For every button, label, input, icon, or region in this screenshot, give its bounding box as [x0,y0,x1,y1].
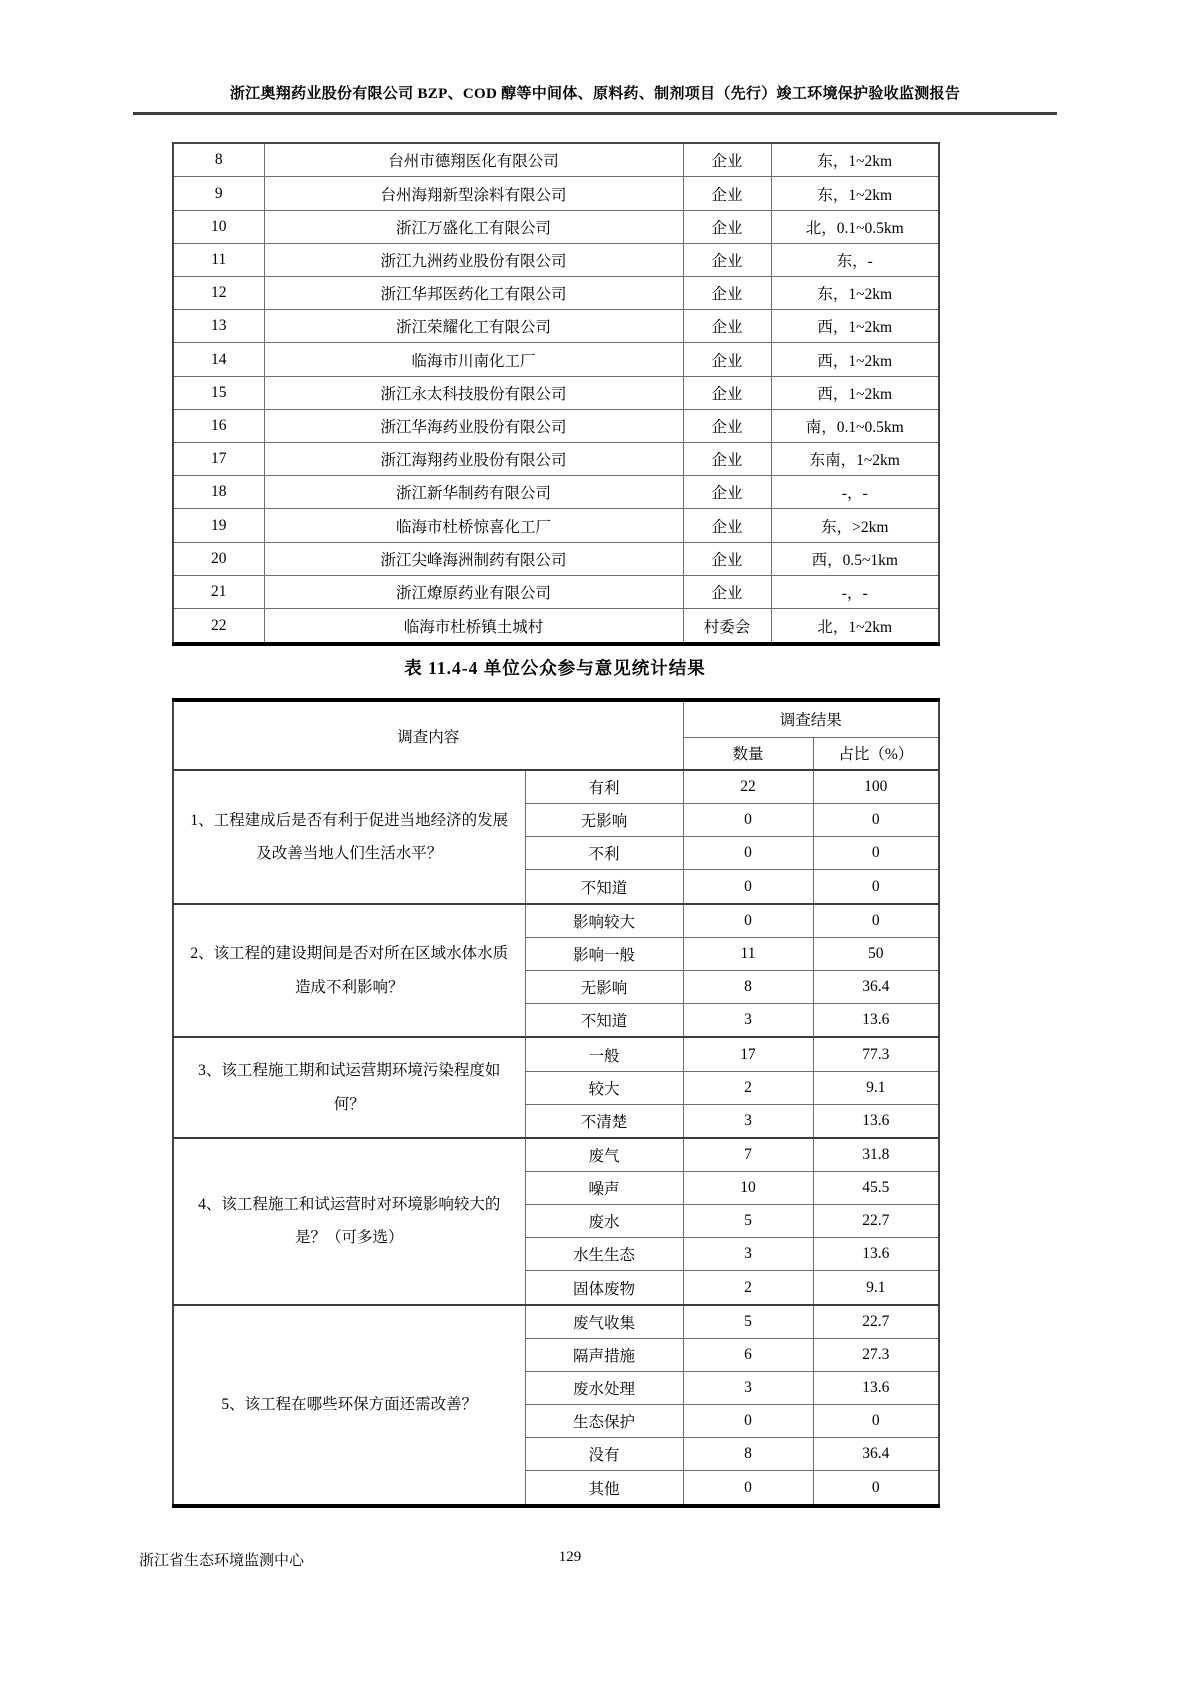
table-row [173,575,939,608]
count-cell: 0 [683,904,813,938]
option-cell: 不清楚 [525,1104,683,1138]
cell-location: 北，0.1~0.5km [771,210,939,243]
option-cell: 水生生态 [525,1238,683,1271]
option-cell: 无影响 [525,804,683,837]
cell-name: 浙江尖峰海洲制药有限公司 [264,542,683,575]
count-cell: 5 [683,1205,813,1238]
cell-location: 北，1~2km [771,609,939,644]
cell-no: 15 [173,376,264,409]
count-cell: 10 [683,1172,813,1205]
table-row [173,476,939,509]
cell-type: 企业 [683,177,771,210]
col-header-result: 调查结果 [683,700,939,737]
cell-no: 22 [173,609,264,644]
cell-type: 企业 [683,210,771,243]
option-cell: 无影响 [525,971,683,1004]
percent-cell: 45.5 [813,1172,939,1205]
percent-cell: 27.3 [813,1339,939,1372]
percent-cell: 22.7 [813,1305,939,1339]
header-rule [133,112,1057,115]
table-row [173,277,939,310]
count-cell: 2 [683,1071,813,1104]
option-cell: 影响较大 [525,904,683,938]
cell-name: 浙江海翔药业股份有限公司 [264,443,683,476]
cell-location: 东，1~2km [771,177,939,210]
percent-cell: 0 [813,1405,939,1438]
cell-no: 14 [173,343,264,376]
count-cell: 8 [683,1438,813,1471]
cell-location: -，- [771,575,939,608]
col-header-content: 调查内容 [173,700,683,770]
count-cell: 11 [683,937,813,970]
option-cell: 没有 [525,1438,683,1471]
cell-name: 临海市川南化工厂 [264,343,683,376]
cell-type: 企业 [683,277,771,310]
percent-cell: 36.4 [813,1438,939,1471]
option-cell: 一般 [525,1037,683,1071]
count-cell: 0 [683,1405,813,1438]
question-cell: 1、工程建成后是否有利于促进当地经济的发展及改善当地人们生活水平？ [173,770,525,904]
cell-name: 临海市杜桥镇土城村 [264,609,683,644]
option-cell: 废水处理 [525,1372,683,1405]
cell-type: 企业 [683,310,771,343]
option-cell: 其他 [525,1471,683,1506]
count-cell: 3 [683,1104,813,1138]
cell-no: 16 [173,409,264,442]
cell-type: 企业 [683,376,771,409]
cell-name: 浙江新华制药有限公司 [264,476,683,509]
question-cell: 4、该工程施工和试运营时对环境影响较大的是？（可多选） [173,1138,525,1305]
table-row [173,376,939,409]
cell-name: 浙江华海药业股份有限公司 [264,409,683,442]
table-row [173,177,939,210]
percent-cell: 13.6 [813,1004,939,1038]
question-cell: 5、该工程在哪些环保方面还需改善？ [173,1305,525,1506]
table-row [173,542,939,575]
table-row [173,310,939,343]
cell-location: 东，>2km [771,509,939,542]
percent-cell: 0 [813,1471,939,1506]
cell-location: -，- [771,476,939,509]
count-cell: 0 [683,837,813,870]
table-row [173,210,939,243]
cell-name: 台州海翔新型涂料有限公司 [264,177,683,210]
footer-organization: 浙江省生态环境监测中心 [139,1553,305,1569]
cell-name: 浙江华邦医药化工有限公司 [264,277,683,310]
option-cell: 较大 [525,1071,683,1104]
cell-no: 19 [173,509,264,542]
cell-name: 台州市德翔医化有限公司 [264,143,683,177]
table-row [173,409,939,442]
count-cell: 17 [683,1037,813,1071]
cell-location: 东，1~2km [771,277,939,310]
cell-name: 浙江九洲药业股份有限公司 [264,243,683,276]
count-cell: 0 [683,804,813,837]
option-cell: 废水 [525,1205,683,1238]
cell-type: 企业 [683,575,771,608]
option-cell: 固体废物 [525,1271,683,1305]
percent-cell: 9.1 [813,1071,939,1104]
percent-cell: 9.1 [813,1271,939,1305]
page-header-title: 浙江奥翔药业股份有限公司 BZP、COD 醇等中间体、原料药、制剂项目（先行）竣工环境保护验收监测报告 [229,86,961,102]
survey-row [173,1305,939,1339]
question-cell: 2、该工程的建设期间是否对所在区域水体水质造成不利影响？ [173,904,525,1038]
count-cell: 7 [683,1138,813,1172]
option-cell: 废气收集 [525,1305,683,1339]
cell-location: 西，1~2km [771,376,939,409]
percent-cell: 36.4 [813,971,939,1004]
table-row [173,343,939,376]
cell-no: 11 [173,243,264,276]
col-header-percent: 占比（%） [813,737,939,770]
cell-no: 17 [173,443,264,476]
cell-type: 企业 [683,542,771,575]
option-cell: 隔声措施 [525,1339,683,1372]
table-row [173,243,939,276]
neighbors-table [172,142,940,646]
option-cell: 噪声 [525,1172,683,1205]
cell-type: 企业 [683,443,771,476]
survey-header-row [173,700,939,737]
percent-cell: 77.3 [813,1037,939,1071]
cell-location: 东，- [771,243,939,276]
table-row [173,143,939,177]
count-cell: 8 [683,971,813,1004]
page-number: 129 [558,1549,582,1565]
cell-no: 9 [173,177,264,210]
cell-location: 东南，1~2km [771,443,939,476]
option-cell: 不知道 [525,1004,683,1038]
percent-cell: 0 [813,904,939,938]
cell-location: 西，1~2km [771,310,939,343]
percent-cell: 13.6 [813,1104,939,1138]
cell-no: 20 [173,542,264,575]
cell-name: 浙江荣耀化工有限公司 [264,310,683,343]
survey-row [173,1138,939,1172]
option-cell: 不利 [525,837,683,870]
cell-location: 西，0.5~1km [771,542,939,575]
count-cell: 2 [683,1271,813,1305]
question-cell: 3、该工程施工期和试运营期环境污染程度如何？ [173,1037,525,1138]
cell-name: 浙江万盛化工有限公司 [264,210,683,243]
cell-type: 企业 [683,343,771,376]
percent-cell: 100 [813,770,939,804]
table-row [173,609,939,644]
option-cell: 生态保护 [525,1405,683,1438]
cell-no: 10 [173,210,264,243]
cell-type: 企业 [683,509,771,542]
cell-location: 西，1~2km [771,343,939,376]
percent-cell: 50 [813,937,939,970]
cell-no: 21 [173,575,264,608]
cell-name: 浙江燎原药业有限公司 [264,575,683,608]
survey-table-title: 表 11.4-4 单位公众参与意见统计结果 [404,658,706,678]
cell-type: 企业 [683,243,771,276]
option-cell: 不知道 [525,870,683,904]
option-cell: 影响一般 [525,937,683,970]
option-cell: 废气 [525,1138,683,1172]
percent-cell: 13.6 [813,1372,939,1405]
cell-no: 18 [173,476,264,509]
cell-no: 13 [173,310,264,343]
cell-name: 浙江永太科技股份有限公司 [264,376,683,409]
count-cell: 5 [683,1305,813,1339]
percent-cell: 31.8 [813,1138,939,1172]
percent-cell: 0 [813,870,939,904]
percent-cell: 13.6 [813,1238,939,1271]
count-cell: 3 [683,1238,813,1271]
count-cell: 3 [683,1004,813,1038]
percent-cell: 0 [813,804,939,837]
table-row [173,509,939,542]
cell-location: 东，1~2km [771,143,939,177]
cell-type: 村委会 [683,609,771,644]
table-row [173,443,939,476]
cell-type: 企业 [683,476,771,509]
survey-row [173,1037,939,1071]
cell-name: 临海市杜桥惊喜化工厂 [264,509,683,542]
count-cell: 3 [683,1372,813,1405]
survey-row [173,770,939,804]
count-cell: 0 [683,1471,813,1506]
cell-type: 企业 [683,143,771,177]
percent-cell: 22.7 [813,1205,939,1238]
option-cell: 有利 [525,770,683,804]
cell-type: 企业 [683,409,771,442]
count-cell: 0 [683,870,813,904]
count-cell: 22 [683,770,813,804]
cell-location: 南，0.1~0.5km [771,409,939,442]
count-cell: 6 [683,1339,813,1372]
survey-row [173,904,939,938]
survey-table [172,698,940,1508]
cell-no: 12 [173,277,264,310]
cell-no: 8 [173,143,264,177]
col-header-count: 数量 [683,737,813,770]
percent-cell: 0 [813,837,939,870]
